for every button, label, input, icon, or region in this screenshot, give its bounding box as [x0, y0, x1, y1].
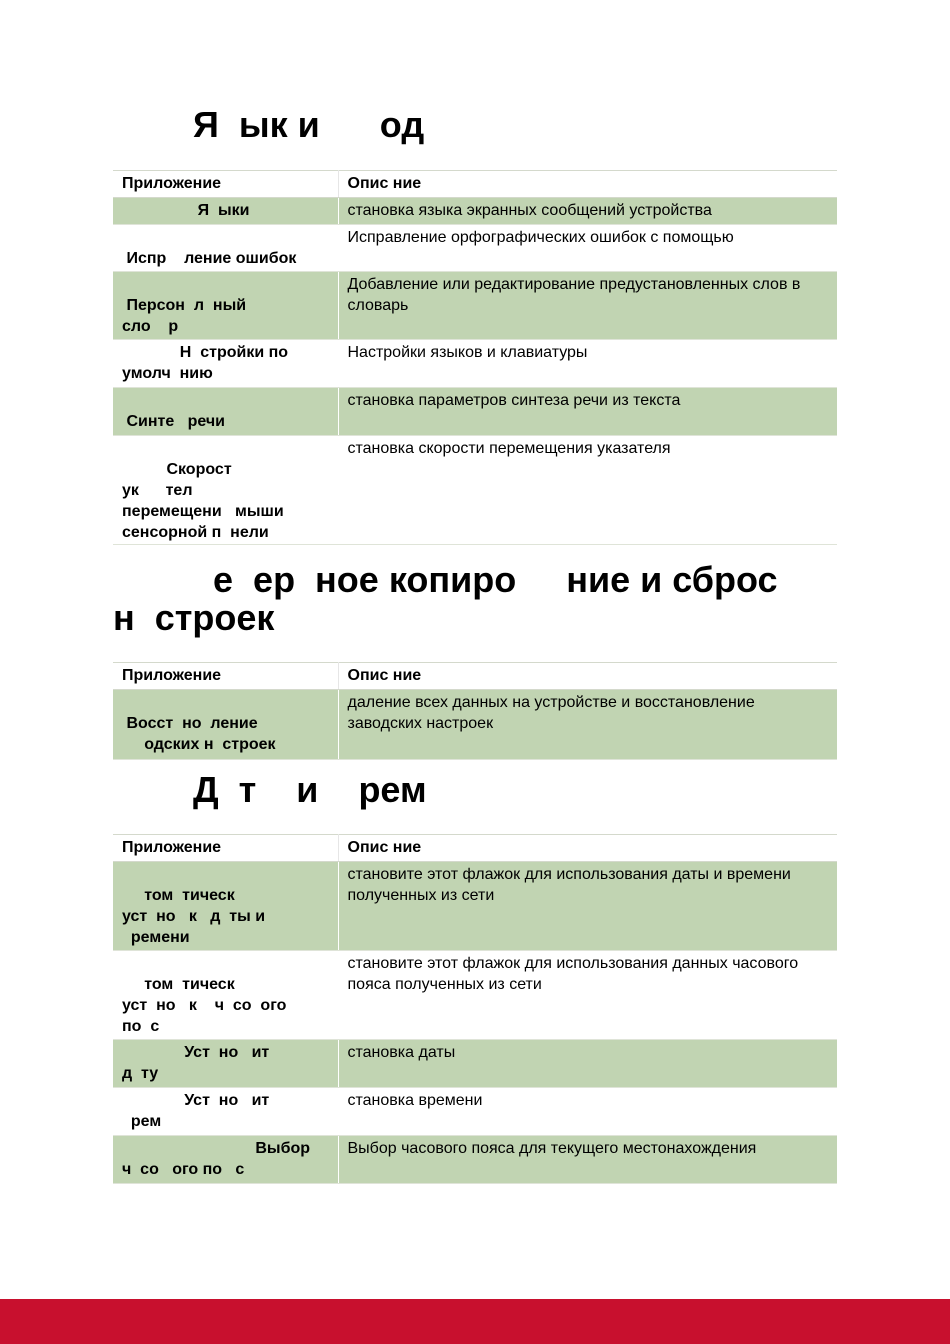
table-row[interactable]	[113, 198, 837, 225]
table-header-row	[113, 663, 837, 690]
row-desc: становка времени	[338, 1088, 837, 1136]
row-desc: Добавление или редактирование предустановленных слов в словарь	[338, 272, 837, 340]
table-row[interactable]	[113, 388, 837, 436]
date-time-table	[113, 834, 837, 1184]
table-header-row	[113, 835, 837, 862]
row-desc: становите этот флажок для использования даты и времени полученных из сети	[338, 862, 837, 951]
table-row[interactable]	[113, 1136, 837, 1184]
row-app: том тическ уст но к д ты и ремени	[113, 862, 338, 951]
row-app: Выбор ч со ого по с	[113, 1136, 338, 1184]
column-header-desc: Опис ние	[338, 835, 837, 862]
table-row[interactable]	[113, 1040, 837, 1088]
row-app: Н стройки по умолч нию	[113, 340, 338, 388]
row-desc: становка параметров синтеза речи из текста	[338, 388, 837, 436]
table-row[interactable]	[113, 951, 837, 1040]
row-app: том тическ уст но к ч со ого по с	[113, 951, 338, 1040]
row-app: Скорост ук тел перемещени мыши сенсорной п нели	[113, 436, 338, 545]
table-row[interactable]	[113, 690, 837, 760]
table-row[interactable]	[113, 225, 837, 272]
row-desc: Настройки языков и клавиатуры	[338, 340, 837, 388]
row-app: Испр ление ошибок	[113, 225, 338, 272]
table-row[interactable]	[113, 436, 837, 545]
section-heading-date-time: Д т и рем	[113, 769, 427, 810]
row-desc: становка языка экранных сообщений устройства	[338, 198, 837, 225]
row-app: Я ыки	[113, 198, 338, 225]
table-row[interactable]	[113, 1088, 837, 1136]
section-heading-backup-reset: е ер ное копиро ние и сброс н строек	[113, 559, 778, 638]
row-desc: Выбор часового пояса для текущего местонахождения	[338, 1136, 837, 1184]
column-header-desc: Опис ние	[338, 171, 837, 198]
row-app: Синте речи	[113, 388, 338, 436]
column-header-app: Приложение	[113, 171, 338, 198]
row-desc: становка скорости перемещения указателя	[338, 436, 837, 545]
column-header-app: Приложение	[113, 663, 338, 690]
row-app: Персон л ный сло р	[113, 272, 338, 340]
backup-reset-table	[113, 662, 837, 760]
row-desc: даление всех данных на устройстве и восстановление заводских настроек	[338, 690, 837, 760]
row-app: Восст но ление одских н строек	[113, 690, 338, 760]
column-header-app: Приложение	[113, 835, 338, 862]
table-row[interactable]	[113, 272, 837, 340]
table-row[interactable]	[113, 340, 837, 388]
footer-bar	[0, 1299, 950, 1344]
section-heading-language: Я ык и од	[113, 104, 425, 145]
column-header-desc: Опис ние	[338, 663, 837, 690]
row-desc: становите этот флажок для использования данных часового пояса полученных из сети	[338, 951, 837, 1040]
table-header-row	[113, 171, 837, 198]
row-app: Уст но ит рем	[113, 1088, 338, 1136]
table-row[interactable]	[113, 862, 837, 951]
row-desc: становка даты	[338, 1040, 837, 1088]
row-app: Уст но ит д ту	[113, 1040, 338, 1088]
row-desc: Исправление орфографических ошибок с помощью	[338, 225, 837, 272]
language-table	[113, 170, 837, 545]
